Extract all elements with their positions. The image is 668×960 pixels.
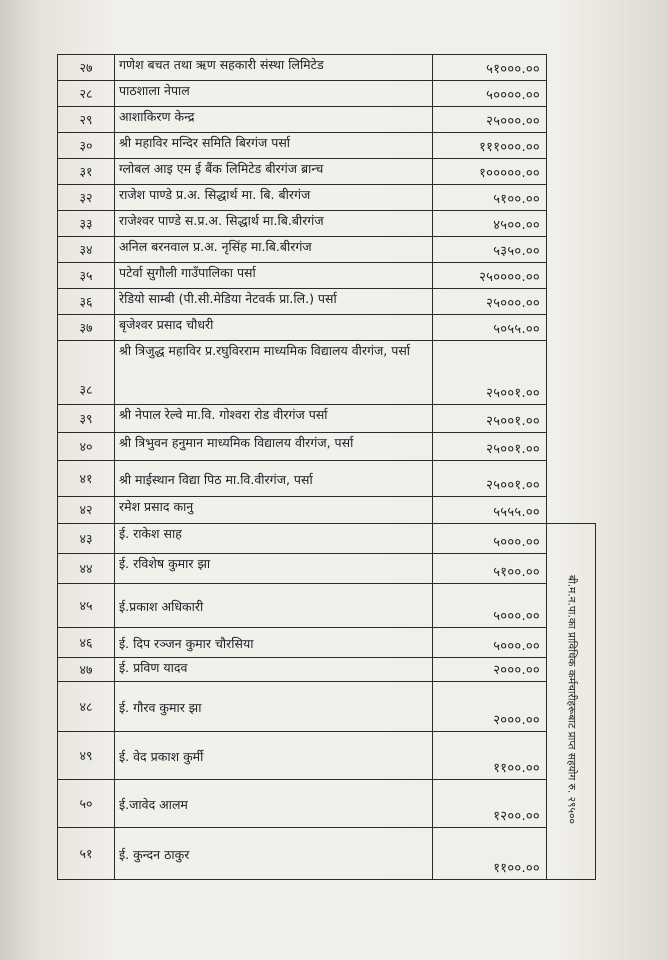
blank-cell bbox=[547, 81, 596, 107]
amount: २५०००.०० bbox=[433, 289, 547, 315]
amount: १२००.०० bbox=[433, 780, 547, 828]
donor-name: श्री नेपाल रेल्वे मा.वि. गोश्वरा रोड वीरगंज पर्सा bbox=[115, 405, 433, 433]
donor-name: श्री त्रिजुद्ध महाविर प्र.रघुविरराम माध्यमिक विद्यालय वीरगंज, पर्सा bbox=[115, 341, 433, 405]
table-row bbox=[58, 732, 596, 780]
amount: १११०००.०० bbox=[433, 133, 547, 159]
donor-name: ई.प्रकाश अधिकारी bbox=[115, 584, 433, 628]
serial-number: ४२ bbox=[58, 497, 115, 524]
table-row bbox=[58, 628, 596, 658]
donor-name: राजेश्वर पाण्डे स.प्र.अ. सिद्धार्थ मा.बि.बीरगंज bbox=[115, 211, 433, 237]
serial-number: ४५ bbox=[58, 584, 115, 628]
blank-cell bbox=[547, 133, 596, 159]
blank-cell bbox=[547, 497, 596, 524]
serial-number: ३२ bbox=[58, 185, 115, 211]
table-row bbox=[58, 658, 596, 682]
blank-cell bbox=[547, 433, 596, 461]
donor-name: ई. दिप रञ्जन कुमार चौरसिया bbox=[115, 628, 433, 658]
serial-number: ३७ bbox=[58, 315, 115, 341]
amount: ५५५५.०० bbox=[433, 497, 547, 524]
donor-name: ई. रविशेष कुमार झा bbox=[115, 554, 433, 584]
table-row bbox=[58, 554, 596, 584]
donation-table bbox=[57, 54, 596, 880]
blank-cell bbox=[547, 461, 596, 497]
amount: ४५००.०० bbox=[433, 211, 547, 237]
table-row bbox=[58, 159, 596, 185]
table-row bbox=[58, 133, 596, 159]
amount: ५१०००.०० bbox=[433, 55, 547, 81]
side-note-text: बी.म.न.पा.का प्राविधिक कर्मचारीहरूबाट प्राप्त सहयोग रु. २९५०० bbox=[565, 575, 578, 825]
serial-number: ३३ bbox=[58, 211, 115, 237]
blank-cell bbox=[547, 185, 596, 211]
serial-number: २७ bbox=[58, 55, 115, 81]
serial-number: ४९ bbox=[58, 732, 115, 780]
blank-cell bbox=[547, 211, 596, 237]
amount: ५१००.०० bbox=[433, 185, 547, 211]
serial-number: ३६ bbox=[58, 289, 115, 315]
blank-cell bbox=[547, 405, 596, 433]
donor-name: रमेश प्रसाद कानु bbox=[115, 497, 433, 524]
blank-cell bbox=[547, 159, 596, 185]
table-row bbox=[58, 780, 596, 828]
table-row bbox=[58, 55, 596, 81]
amount: २५००१.०० bbox=[433, 341, 547, 405]
blank-cell bbox=[547, 55, 596, 81]
serial-number: ३९ bbox=[58, 405, 115, 433]
amount: ११००.०० bbox=[433, 732, 547, 780]
blank-cell bbox=[547, 289, 596, 315]
amount: २५००१.०० bbox=[433, 405, 547, 433]
donor-name: पटेर्वा सुगौली गाउँपालिका पर्सा bbox=[115, 263, 433, 289]
donor-name: अनिल बरनवाल प्र.अ. नृसिंह मा.बि.बीरगंज bbox=[115, 237, 433, 263]
amount: १०००००.०० bbox=[433, 159, 547, 185]
serial-number: ४४ bbox=[58, 554, 115, 584]
amount: ५०००.०० bbox=[433, 584, 547, 628]
amount: २५००००.०० bbox=[433, 263, 547, 289]
amount: २०००.०० bbox=[433, 682, 547, 732]
donor-name: ई. राकेश साह bbox=[115, 524, 433, 554]
table-row bbox=[58, 461, 596, 497]
donor-name: ई. प्रविण यादव bbox=[115, 658, 433, 682]
blank-cell bbox=[547, 107, 596, 133]
amount: २५००१.०० bbox=[433, 433, 547, 461]
table-row bbox=[58, 682, 596, 732]
table-row bbox=[58, 433, 596, 461]
amount: ५३५०.०० bbox=[433, 237, 547, 263]
donor-name: ग्लोबल आइ एम ई बैंक लिमिटेड बीरगंज ब्रान्च bbox=[115, 159, 433, 185]
donor-name: ई.जावेद आलम bbox=[115, 780, 433, 828]
donor-name: राजेश पाण्डे प्र.अ. सिद्धार्थ मा. बि. बीरगंज bbox=[115, 185, 433, 211]
serial-number: ३५ bbox=[58, 263, 115, 289]
table-row bbox=[58, 185, 596, 211]
amount: ५००००.०० bbox=[433, 81, 547, 107]
donor-name: रेडियो साम्बी (पी.सी.मेडिया नेटवर्क प्रा.लि.) पर्सा bbox=[115, 289, 433, 315]
serial-number: ५१ bbox=[58, 828, 115, 880]
table-row bbox=[58, 405, 596, 433]
blank-cell bbox=[547, 263, 596, 289]
table-row bbox=[58, 237, 596, 263]
amount: २५००१.०० bbox=[433, 461, 547, 497]
donor-name: आशाकिरण केन्द्र bbox=[115, 107, 433, 133]
table-row bbox=[58, 524, 596, 554]
donor-name: गणेश बचत तथा ऋण सहकारी संस्था लिमिटेड bbox=[115, 55, 433, 81]
donor-name: श्री माईस्थान विद्या पिठ मा.वि.वीरगंज, पर्सा bbox=[115, 461, 433, 497]
donor-name: पाठशाला नेपाल bbox=[115, 81, 433, 107]
table-row bbox=[58, 289, 596, 315]
serial-number: ४० bbox=[58, 433, 115, 461]
blank-cell bbox=[547, 237, 596, 263]
table-row bbox=[58, 263, 596, 289]
amount: २०००.०० bbox=[433, 658, 547, 682]
serial-number: २९ bbox=[58, 107, 115, 133]
blank-cell bbox=[547, 341, 596, 405]
donor-name: श्री त्रिभुवन हनुमान माध्यमिक विद्यालय वीरगंज, पर्सा bbox=[115, 433, 433, 461]
serial-number: ४७ bbox=[58, 658, 115, 682]
serial-number: ३० bbox=[58, 133, 115, 159]
amount: ११००.०० bbox=[433, 828, 547, 880]
amount: ५१००.०० bbox=[433, 554, 547, 584]
table-row bbox=[58, 341, 596, 405]
table-row bbox=[58, 107, 596, 133]
donor-name: ई. गौरव कुमार झा bbox=[115, 682, 433, 732]
amount: ५०५५.०० bbox=[433, 315, 547, 341]
serial-number: ३१ bbox=[58, 159, 115, 185]
table-row bbox=[58, 828, 596, 880]
staff-contribution-note bbox=[547, 524, 596, 880]
donor-name: श्री महाविर मन्दिर समिति बिरगंज पर्सा bbox=[115, 133, 433, 159]
donor-name: ई. कुन्दन ठाकुर bbox=[115, 828, 433, 880]
table-row bbox=[58, 81, 596, 107]
amount: ५०००.०० bbox=[433, 524, 547, 554]
amount: ५०००.०० bbox=[433, 628, 547, 658]
donor-name: ई. वेद प्रकाश कुर्मी bbox=[115, 732, 433, 780]
serial-number: ३८ bbox=[58, 341, 115, 405]
table-row bbox=[58, 584, 596, 628]
serial-number: ४८ bbox=[58, 682, 115, 732]
serial-number: ५० bbox=[58, 780, 115, 828]
serial-number: ४३ bbox=[58, 524, 115, 554]
serial-number: ३४ bbox=[58, 237, 115, 263]
serial-number: ४१ bbox=[58, 461, 115, 497]
table-row bbox=[58, 315, 596, 341]
serial-number: ४६ bbox=[58, 628, 115, 658]
table-row bbox=[58, 497, 596, 524]
table-row bbox=[58, 211, 596, 237]
amount: २५०००.०० bbox=[433, 107, 547, 133]
blank-cell bbox=[547, 315, 596, 341]
serial-number: २८ bbox=[58, 81, 115, 107]
donor-name: बृजेश्वर प्रसाद चौधरी bbox=[115, 315, 433, 341]
